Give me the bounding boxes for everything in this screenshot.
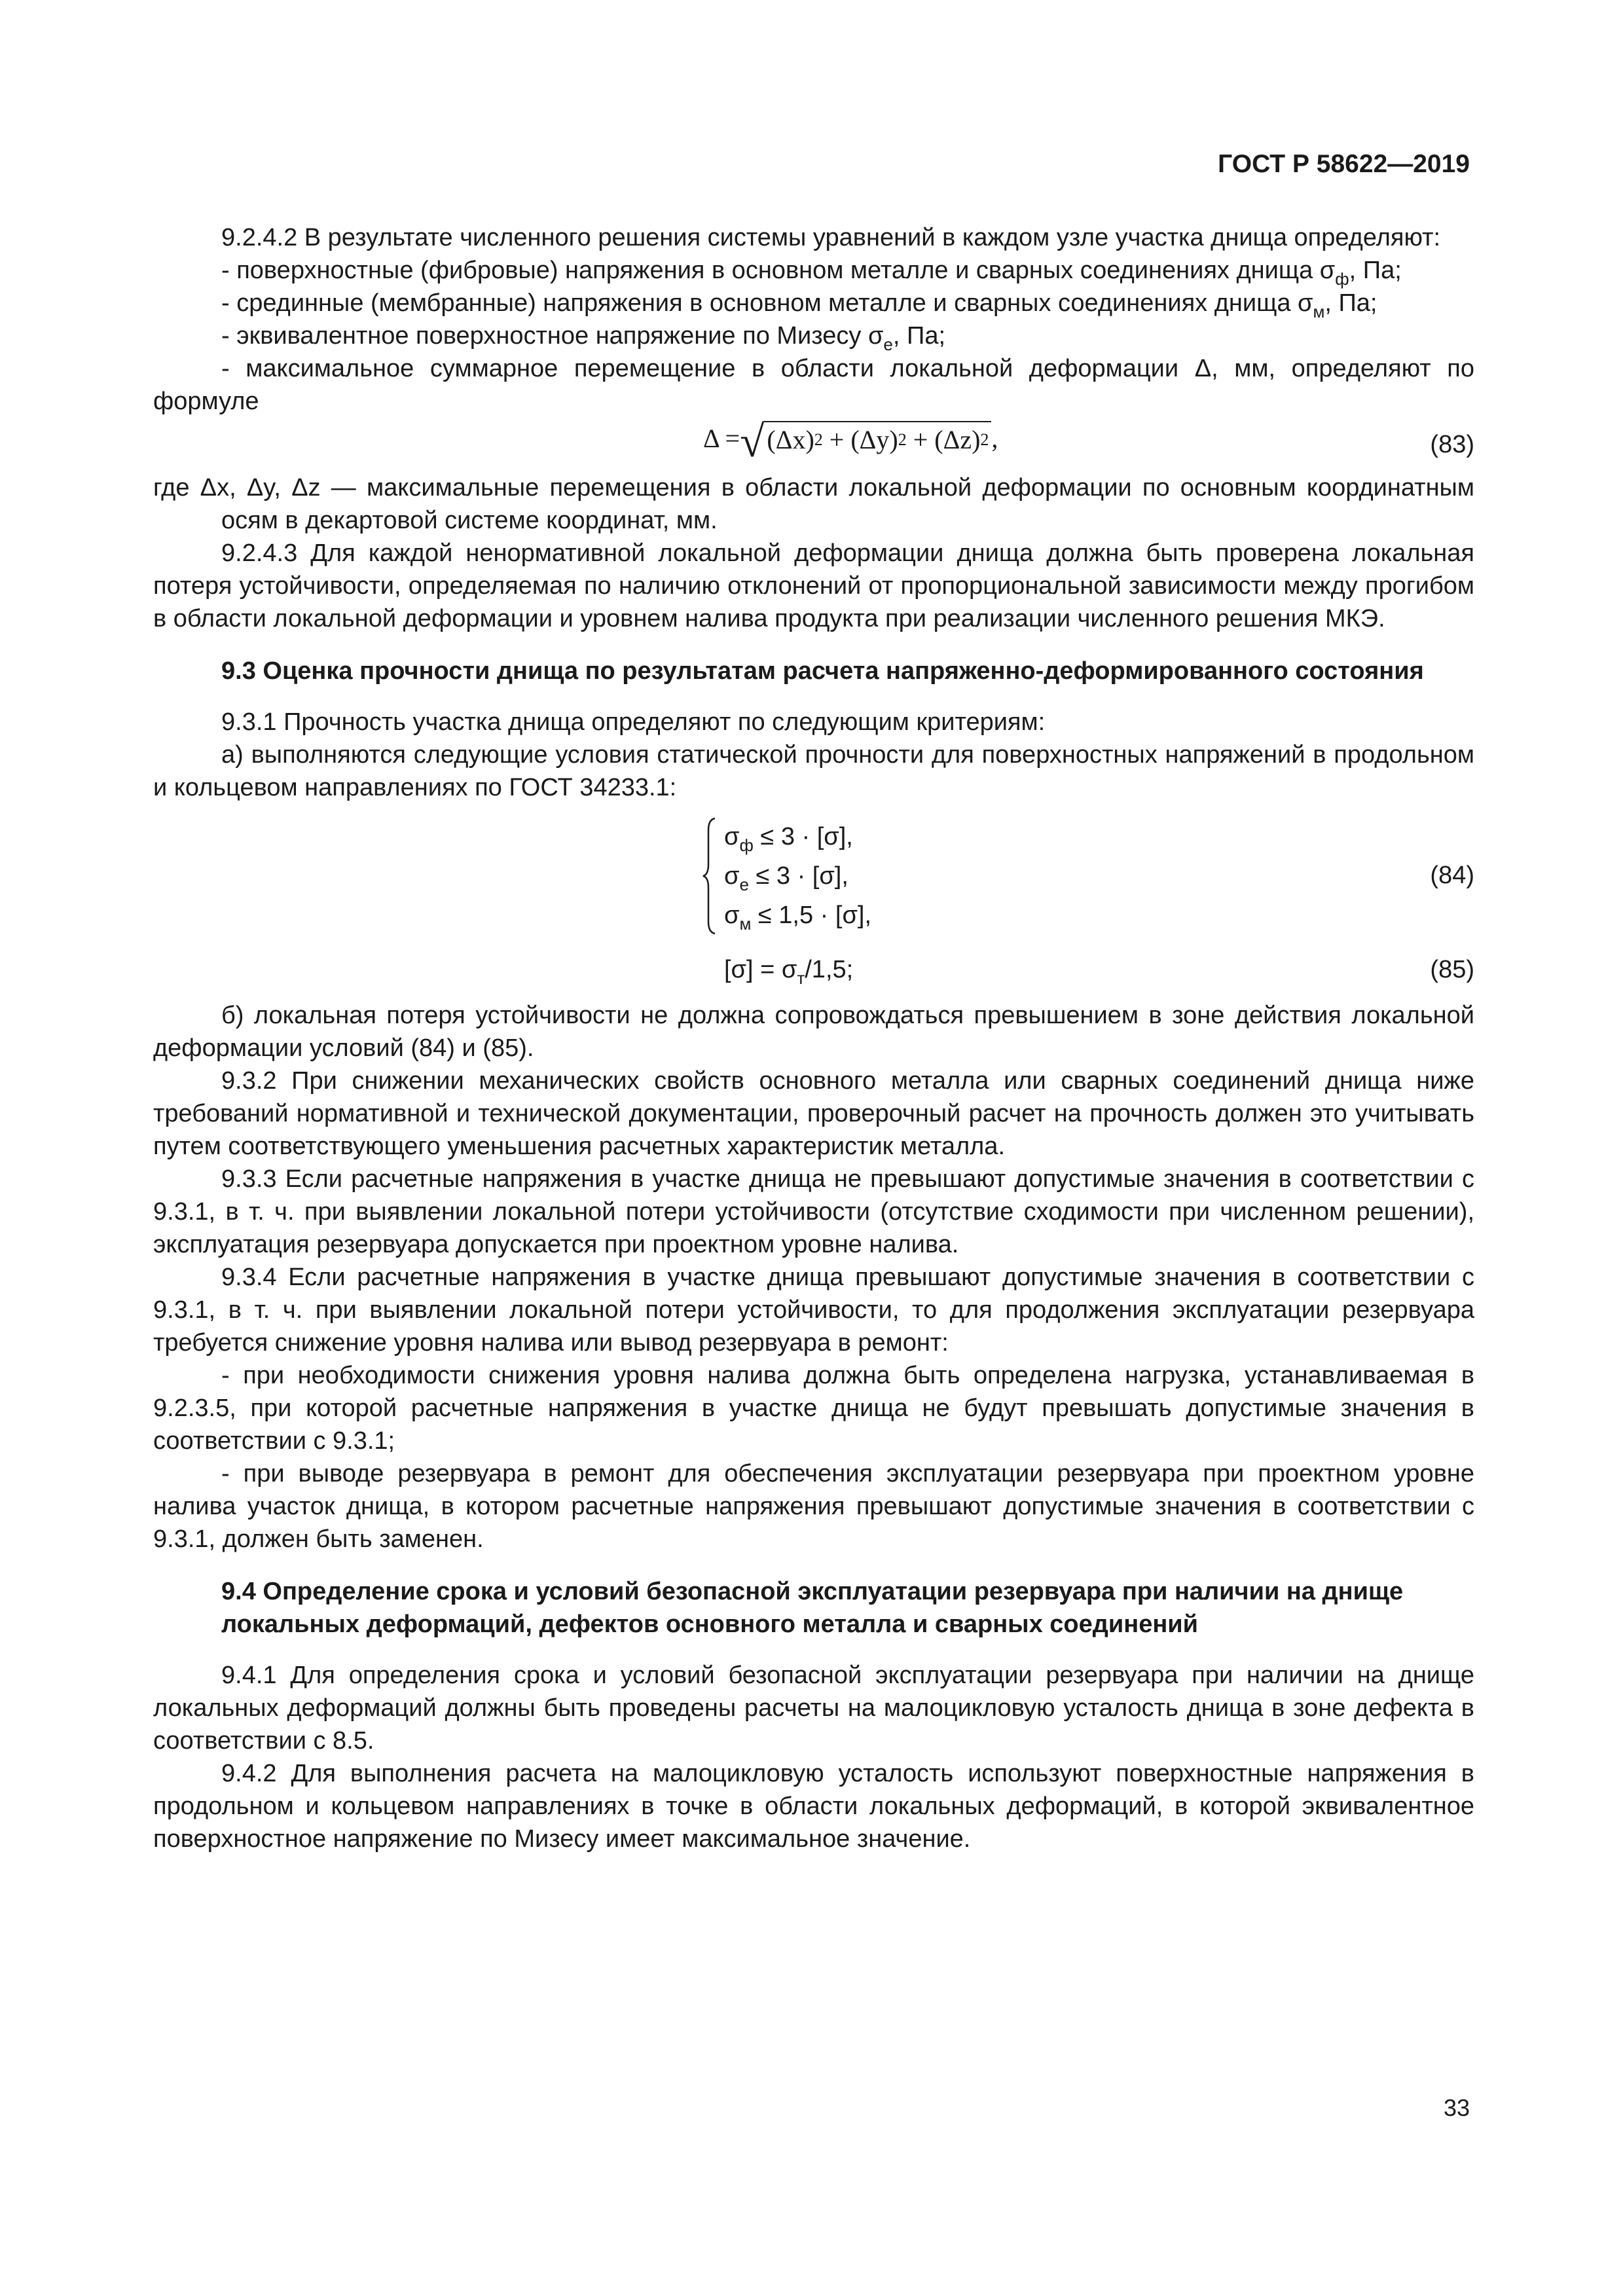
subscript: м — [739, 914, 752, 934]
equation-85-lhs: [σ] = σ — [724, 956, 797, 983]
list-item-reduce-level: - при необходимости снижения уровня налива должна быть определена нагрузка, устанавливаемая в 9.2.3.5, при которой расчетные напряжения в участке днища не будут превышать допустимые значения в соответствии с 9.3.1; — [153, 1362, 1474, 1455]
subscript: е — [739, 875, 749, 894]
subscript: ф — [739, 835, 754, 855]
equation-83-lhs: Δ = — [703, 424, 740, 453]
list-item-fibrous-stress — [153, 254, 1474, 287]
list-item-tail: , Па; — [1324, 289, 1377, 317]
left-brace-icon — [702, 817, 718, 935]
plus-sign: + — [829, 425, 845, 454]
equation-85-expression — [724, 953, 853, 986]
equation-85 — [153, 948, 1474, 990]
paragraph-9-2-4-3: 9.2.4.3 Для каждой ненормативной локальной деформации днища должна быть проверена локальная потеря устойчивости, определяемая по наличию отклонений от пропорциональной зависимости между прогибом в области локальной деформации и уровнем налива продукта при реализации численного решения МКЭ. — [153, 539, 1474, 632]
list-item-repair: - при выводе резервуара в ремонт для обеспечения эксплуатации резервуара при проектном уровне налива участок днища, в котором расчетные напряжения превышают допустимые значения в соответствии с 9.3.1, должен быть заменен. — [153, 1460, 1474, 1553]
term-dx: (Δx) — [767, 425, 814, 454]
page-number: 33 — [1443, 2094, 1470, 2121]
section-heading-9-3: 9.3 Оценка прочности днища по результатам расчета напряженно-деформированного состояния — [221, 657, 1424, 685]
equation-number-83: (83) — [1430, 431, 1474, 458]
sigma-symbol: σ — [724, 823, 740, 850]
list-item-mises-stress — [153, 319, 1474, 352]
where-clause: где Δx, Δy, Δz — максимальные перемещения в области локальной деформации по основным координатным осям в декартовой системе координат, мм. — [153, 474, 1474, 534]
equation-83-radicand: (Δx) 2 + (Δy) 2 + (Δz) 2 — [764, 421, 991, 456]
equation-84-line-1 — [724, 817, 871, 856]
list-item-text: - срединные (мембранные) напряжения в основном металле и сварных соединениях днища σ — [221, 289, 1313, 317]
paragraph-9-3-2: 9.3.2 При снижении механических свойств основного металла или сварных соединений днища ниже требований нормативной и технической документации, проверочный расчет на прочность должен это учитывать путем соответствующего уменьшения расчетных характеристик металла. — [153, 1067, 1474, 1160]
term-dy: (Δy) — [850, 425, 898, 454]
equation-84 — [153, 813, 1474, 944]
paragraph-9-3-1: 9.3.1 Прочность участка днища определяют по следующим критериям: — [221, 708, 1046, 736]
inequality-rhs: ≤ 1,5 · [σ], — [751, 902, 872, 929]
equation-number-84: (84) — [1430, 862, 1474, 889]
sqrt-icon: √ — [740, 416, 765, 466]
equation-83-comma: , — [991, 424, 998, 453]
subscript: м — [1313, 302, 1325, 321]
list-item-text: - поверхностные (фибровые) напряжения в основном металле и сварных соединениях днища σ — [221, 257, 1336, 284]
term-dz: (Δz) — [934, 425, 981, 454]
list-item-tail: , Па; — [892, 322, 946, 350]
paragraph-9-3-1-b: б) локальная потеря устойчивости не должна сопровождаться превышением в зоне действия локальной деформации условий (84) и (85). — [153, 1002, 1474, 1062]
section-heading-9-4: 9.4 Определение срока и условий безопасной эксплуатации резервуара при наличии на днище локальных деформаций, дефектов основного металла и сварных соединений — [221, 1578, 1404, 1638]
subscript: е — [883, 335, 893, 354]
equation-84-line-2 — [724, 856, 871, 896]
paragraph-9-3-1-a: а) выполняются следующие условия статической прочности для поверхностных напряжений в продольном и кольцевом направлениях по ГОСТ 34233.1: — [153, 741, 1474, 801]
inequality-rhs: ≤ 3 · [σ], — [748, 862, 848, 890]
paragraph-9-3-4: 9.3.4 Если расчетные напряжения в участке днища превышают допустимые значения в соответствии с 9.3.1, в т. ч. при выявлении локальной потери устойчивости, то для продолжения эксплуатации резервуара требуется снижение уровня налива или вывод резервуара в ремонт: — [153, 1264, 1474, 1357]
paragraph-9-4-1: 9.4.1 Для определения срока и условий безопасной эксплуатации резервуара при наличии на днище локальных деформаций должны быть проведены расчеты на малоцикловую усталость днища в зоне дефекта в соответствии с 8.5. — [153, 1662, 1474, 1755]
document-body — [153, 221, 1474, 1855]
equation-83-expression — [703, 416, 998, 466]
equation-84-lines — [724, 817, 871, 935]
paragraph-9-2-4-2: 9.2.4.2 В результате численного решения системы уравнений в каждом узле участка днища определяют: — [221, 224, 1441, 251]
equation-number-85: (85) — [1430, 956, 1474, 983]
inequality-rhs: ≤ 3 · [σ], — [753, 823, 853, 850]
plus-sign: + — [913, 425, 928, 454]
paragraph-9-4-2: 9.4.2 Для выполнения расчета на малоцикловую усталость используют поверхностные напряжения в продольном и кольцевом направлениях в точке в области локальных деформаций, в которой эквивалентное поверхностное напряжение по Мизесу имеет максимальное значение. — [153, 1760, 1474, 1853]
list-item-text: - эквивалентное поверхностное напряжение по Мизесу σ — [221, 322, 884, 350]
sigma-symbol: σ — [724, 902, 740, 929]
list-item-displacement: - максимальное суммарное перемещение в области локальной деформации Δ, мм, определяют по формуле — [153, 355, 1474, 415]
list-item-tail: , Па; — [1349, 257, 1402, 284]
sigma-symbol: σ — [724, 862, 740, 890]
paragraph-9-3-3: 9.3.3 Если расчетные напряжения в участке днища не превышают допустимые значения в соответствии с 9.3.1, в т. ч. при выявлении локальной потери устойчивости (отсутствие сходимости при численном решении), эксплуатация резервуара допускается при проектном уровне налива. — [153, 1165, 1474, 1258]
standard-header: ГОСТ Р 58622—2019 — [1218, 150, 1470, 178]
equation-84-line-3 — [724, 896, 871, 935]
subscript: ф — [1335, 269, 1349, 289]
equation-83 — [153, 418, 1474, 471]
subscript: т — [797, 968, 805, 988]
equation-85-rhs: /1,5; — [805, 956, 854, 983]
list-item-membrane-stress — [153, 287, 1474, 319]
